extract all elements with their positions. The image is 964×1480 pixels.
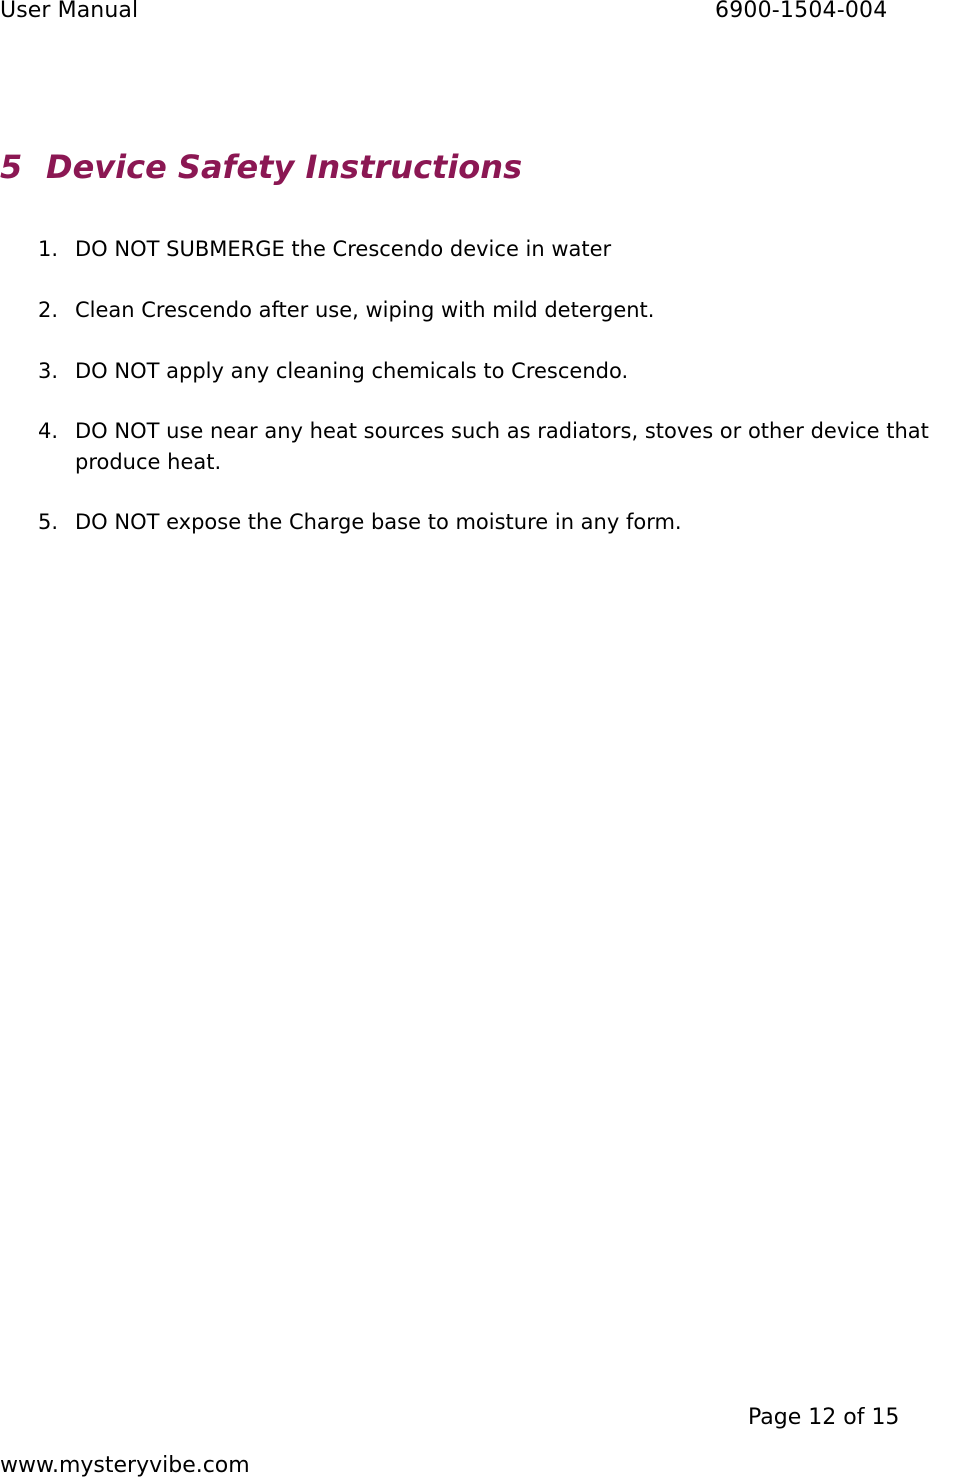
instruction-number: 5. (38, 510, 59, 534)
section-number: 5 (0, 148, 23, 186)
instruction-text: DO NOT expose the Charge base to moisture in any form. (75, 510, 682, 534)
instruction-text: DO NOT apply any cleaning chemicals to Crescendo. (75, 359, 629, 383)
instruction-number: 1. (38, 237, 59, 261)
instruction-number: 2. (38, 298, 59, 322)
footer-url: www.mysteryvibe.com (0, 1453, 250, 1478)
document-title: User Manual (0, 0, 139, 23)
instruction-number: 3. (38, 359, 59, 383)
section-title: Device Safety Instructions (46, 148, 523, 186)
instruction-item (38, 295, 964, 326)
instruction-item (38, 356, 964, 387)
page-number: Page 12 of 15 (748, 1405, 900, 1430)
instruction-number: 4. (38, 419, 59, 443)
instruction-item (38, 507, 964, 538)
section-heading (0, 148, 522, 186)
instruction-item (38, 416, 964, 478)
instruction-text: DO NOT use near any heat sources such as radiators, stoves or other device that produce heat. (75, 419, 929, 474)
instruction-text: Clean Crescendo after use, wiping with mild detergent. (75, 298, 655, 322)
instruction-text: DO NOT SUBMERGE the Crescendo device in water (75, 237, 612, 261)
instruction-item (38, 234, 964, 265)
document-number: 6900-1504-004 (715, 0, 888, 23)
